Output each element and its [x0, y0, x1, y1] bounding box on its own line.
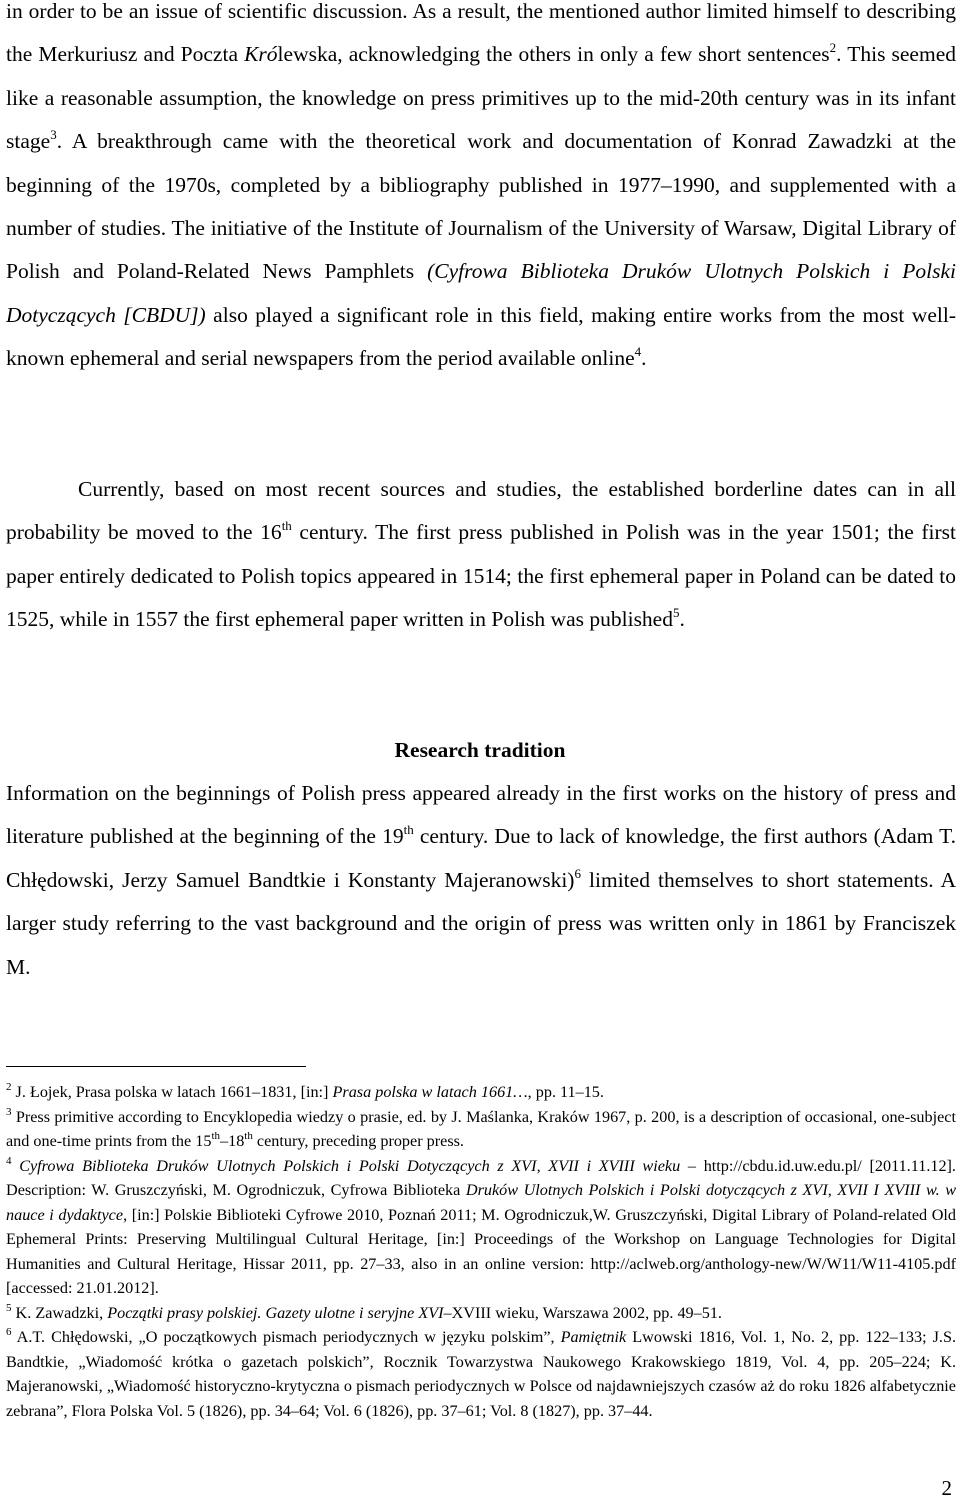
italic-run: Pamiętnik [560, 1328, 627, 1346]
footnote-3 [6, 1105, 956, 1154]
footnote-ref-3[interactable]: 3 [50, 127, 57, 143]
superscript: th [211, 1130, 221, 1142]
text-run: Information on the beginnings of Polish press appeared already in the first works on the history of press and literature published at the beginning of the 19 [6, 781, 956, 849]
text-run: XVIII wieku, Warszawa 2002, pp. 49–51. [451, 1303, 722, 1322]
aclweb-link[interactable]: http://aclweb.org/anthology-new/W/W11/W11-4105.pdf [590, 1254, 956, 1273]
text-run: limited themselves to short statements. A larger study referring to the vast background and the origin of press was written only in 1861 by Franciszek M. [6, 867, 956, 979]
footnote-number: 3 [6, 1105, 12, 1118]
text-run: . This seemed like a reasonable assumption, the knowledge on press primitives up to the mid-20th century was in its infant stage [6, 42, 956, 154]
text-run: also played a significant role in this field, making entire works from the most well-known ephemeral and serial newspapers from the period available online [6, 302, 956, 371]
italic-run: Druków Ulotnych Polskich i Polski dotyczących z XVI, XVII I XVIII w. w nauce i dydaktyce [6, 1181, 956, 1224]
footnote-ref-6[interactable]: 6 [574, 865, 581, 881]
footnote-5 [6, 1301, 956, 1326]
body-paragraph-1 [6, 0, 956, 381]
text-run: Lwowski 1816, Vol. 1, No. 2, pp. 122–133; J.S. Bandtkie, „Wiadomość krótka o gazetach polskich”, Rocznik Towarzystwa Naukowego Krakowskiego 1819, Vol. 4, pp. 205–224; K. Majeranowski, „Wiadomość historyczno-krytyczna o pismach periodycznych w Polsce od najdawniejszych czasów aż do roku 1826 alfabetycznie zebrana”, Flora Polska Vol. 5 (1826), pp. 34–64; Vol. 6 (1826), pp. 37–61; Vol. 8 (1827), pp. 37–44. [6, 1328, 956, 1420]
text-run: J. Łojek, Prasa polska w latach 1661–1831, [in:] [11, 1083, 333, 1101]
footnote-number: 6 [6, 1326, 12, 1338]
footnote-4 [6, 1154, 956, 1301]
section-heading: Research tradition [394, 738, 566, 762]
text-run: [2011.11.12]. Description: W. Gruszczyński, M. Ogrodniczuk, Cyfrowa Biblioteka [6, 1156, 956, 1199]
footnote-number: 2 [6, 1081, 12, 1093]
text-run: , [in:] Polskie Biblioteki Cyfrowe 2010, Poznań 2011; M. Ogrodniczuk,W. Gruszczyński, Digital Library of Poland-related Old Ephemeral Prints: Preserving Multilingual Cultural Heritage, [in:] Proceedings of the Workshop on Language Technologies for Digital Humanities and Cultural Heritage, Hissar 2011, pp. 27–33, also in an online version: [6, 1205, 957, 1273]
text-run: – [680, 1156, 704, 1175]
cbdu-link[interactable]: http://cbdu.id.uw.edu.pl/ [703, 1156, 862, 1175]
footnote-ref-2[interactable]: 2 [829, 40, 837, 56]
italic-run: Prasa polska w latach 1661… [332, 1083, 528, 1101]
text-run: [accessed: 21.01.2012]. [6, 1279, 159, 1297]
page-number: 2 [941, 1476, 952, 1500]
text-run: , pp. 11–15. [527, 1083, 604, 1101]
body-paragraph-3 [6, 772, 956, 989]
body-paragraph-2 [6, 468, 956, 642]
text-run: century, preceding proper press. [252, 1132, 464, 1150]
text-run: K. Zawadzki, [11, 1303, 108, 1322]
text-run: . [679, 607, 685, 632]
footnote-ref-5[interactable]: 5 [672, 605, 680, 621]
text-run: in order to be an issue of scientific discussion. As a result, the mentioned author limited himself to describing the Merkuriusz and Poczta [6, 0, 956, 67]
text-run: Currently, based on most recent sources and studies, the established borderline dates can in all probability be moved to the 16 [6, 477, 956, 545]
footnote-2 [6, 1080, 956, 1105]
text-run: A.T. Chłędowski, „O początkowych pismach periodycznych w języku polskim”, [11, 1328, 561, 1346]
footnotes [6, 1080, 956, 1423]
italic-run: (Cyfrowa Biblioteka Druków Ulotnych Polskich i Polski Dotyczących [CBDU]) [6, 259, 956, 327]
superscript: th [281, 518, 292, 534]
text-run: century. The first press published in Polish was in the year 1501; the first paper entirely dedicated to Polish topics appeared in 1514; the first ephemeral paper in Poland can be dated to 1525, while in 1557 the first ephemeral paper written in Polish was published [6, 520, 956, 632]
text-run: . [641, 346, 647, 371]
footnote-separator [6, 1066, 306, 1067]
italic-run: Cyfrowa Biblioteka Druków Ulotnych Polskich i Polski Dotyczących z XVI, XVII i XVIII wieku [11, 1156, 681, 1175]
text-run: –18 [220, 1132, 245, 1150]
superscript: th [403, 822, 414, 838]
text-run: . A breakthrough came with the theoretical work and documentation of Konrad Zawadzki at the beginning of the 1970s, completed by a bibliography published in 1977–1990, and supplemented with a number of studies. The initiative of the Institute of Journalism of the University of Warsaw, Digital Library of Polish and Poland-Related News Pamphlets [6, 129, 956, 284]
italic-run: Kró [244, 42, 278, 67]
footnote-number: 5 [6, 1301, 12, 1314]
footnote-ref-4[interactable]: 4 [634, 344, 642, 360]
italic-run: Początki prasy polskiej. Gazety ulotne i seryjne XVI– [107, 1303, 452, 1322]
superscript: th [244, 1130, 253, 1142]
text-run: Press primitive according to Encyklopedia wiedzy o prasie, ed. by J. Maślanka, Kraków 1967, p. 200, is a description of occasional, one-subject and one-time prints from the 15 [6, 1107, 956, 1150]
footnote-number: 4 [6, 1154, 12, 1167]
text-run: century. Due to lack of knowledge, the first authors (Adam T. Chłędowski, Jerzy Samuel Bandtkie i Konstanty Majeranowski) [6, 824, 956, 892]
footnote-6 [6, 1325, 956, 1423]
text-run: lewska, acknowledging the others in only a few short sentences [277, 42, 830, 67]
